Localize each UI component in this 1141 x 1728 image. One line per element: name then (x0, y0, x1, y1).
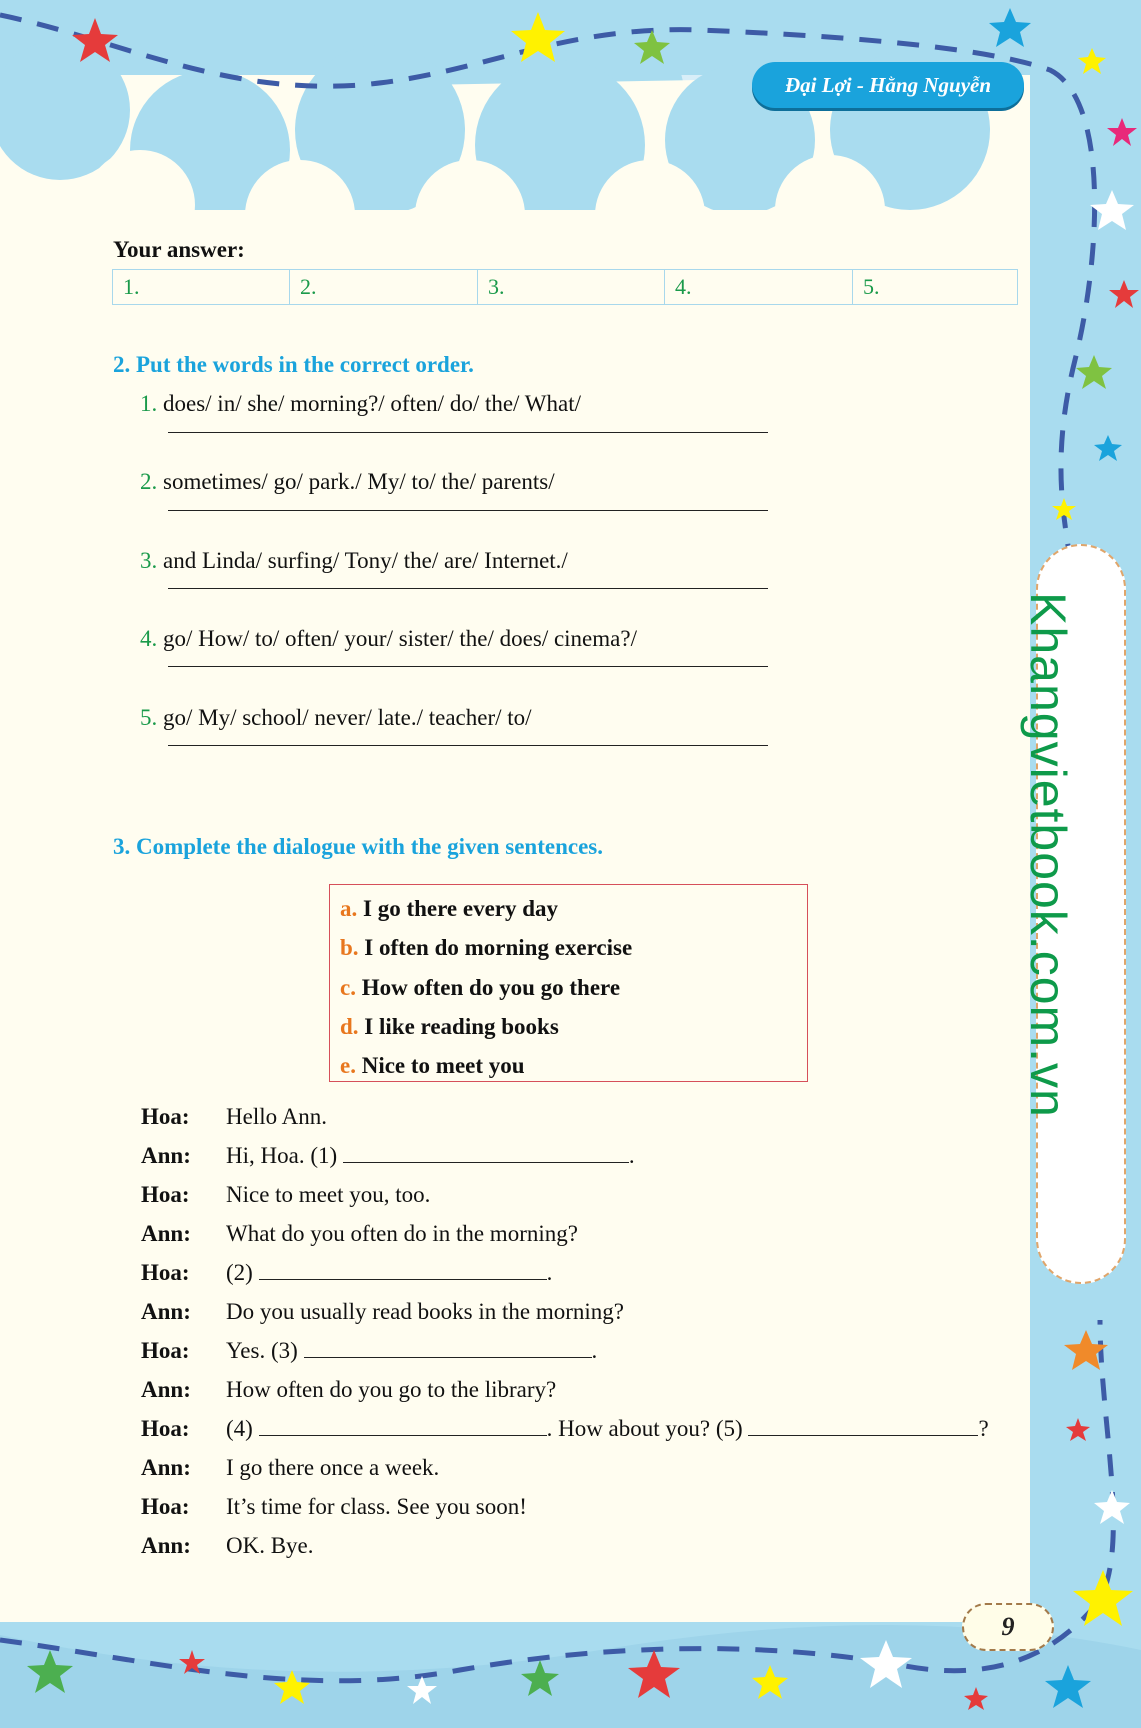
dialogue-line: Ann: OK. Bye. (141, 1533, 314, 1558)
blank-2[interactable] (259, 1261, 547, 1280)
dialogue-line: Hoa: (2) . (141, 1260, 553, 1285)
page-number: 9 (962, 1603, 1054, 1651)
answer-line[interactable] (168, 432, 768, 433)
blank-5[interactable] (748, 1417, 978, 1436)
answer-line[interactable] (168, 666, 768, 667)
dialogue-line: Hoa: Hello Ann. (141, 1104, 327, 1129)
dialogue-line: Hoa: Yes. (3) . (141, 1338, 598, 1363)
options-box (329, 884, 808, 1082)
dialogue-line: Ann: What do you often do in the morning? (141, 1221, 578, 1246)
dialogue-line: Hoa: (4) . How about you? (5) ? (141, 1416, 989, 1441)
reorder-question: 3. and Linda/ surfing/ Tony/ the/ are/ Internet./ (140, 548, 568, 573)
answer-cell[interactable]: 2. (290, 270, 478, 304)
answer-line[interactable] (168, 588, 768, 589)
dialogue-line: Hoa: Nice to meet you, too. (141, 1182, 431, 1207)
your-answer-label: Your answer: (113, 237, 245, 262)
publisher-website: Khangvietbook.com.vn (1020, 592, 1076, 1118)
answer-cell[interactable]: 3. (478, 270, 665, 304)
author-badge: Đại Lợi - Hằng Nguyễn (752, 62, 1024, 108)
answer-line[interactable] (168, 510, 768, 511)
dialogue-line: Ann: Hi, Hoa. (1) . (141, 1143, 635, 1168)
option-e: e. Nice to meet you (340, 1053, 525, 1079)
blank-4[interactable] (259, 1417, 547, 1436)
section-2-title: 2. Put the words in the correct order. (113, 352, 474, 377)
section-3-title: 3. Complete the dialogue with the given sentences. (113, 834, 603, 859)
blank-1[interactable] (343, 1144, 629, 1163)
dialogue-line: Ann: How often do you go to the library? (141, 1377, 557, 1402)
reorder-question: 2. sometimes/ go/ park./ My/ to/ the/ parents/ (140, 469, 555, 494)
answer-table (112, 269, 1018, 305)
reorder-question: 1. does/ in/ she/ morning?/ often/ do/ the/ What/ (140, 391, 581, 416)
option-b: b. I often do morning exercise (340, 935, 633, 961)
answer-line[interactable] (168, 745, 768, 746)
option-c: c. How often do you go there (340, 974, 621, 1000)
option-d: d. I like reading books (340, 1013, 559, 1039)
answer-cell[interactable]: 1. (113, 270, 290, 304)
option-a: a. I go there every day (340, 896, 559, 921)
answer-cell[interactable]: 5. (863, 274, 880, 299)
dialogue-line: Ann: Do you usually read books in the morning? (141, 1299, 624, 1324)
blank-3[interactable] (304, 1339, 592, 1358)
answer-cell[interactable]: 4. (665, 270, 853, 304)
dialogue-line: Ann: I go there once a week. (141, 1455, 440, 1480)
dialogue-line: Hoa: It’s time for class. See you soon! (141, 1494, 527, 1519)
reorder-question: 4. go/ How/ to/ often/ your/ sister/ the/ does/ cinema?/ (140, 626, 637, 651)
reorder-question: 5. go/ My/ school/ never/ late./ teacher/ to/ (140, 705, 532, 730)
